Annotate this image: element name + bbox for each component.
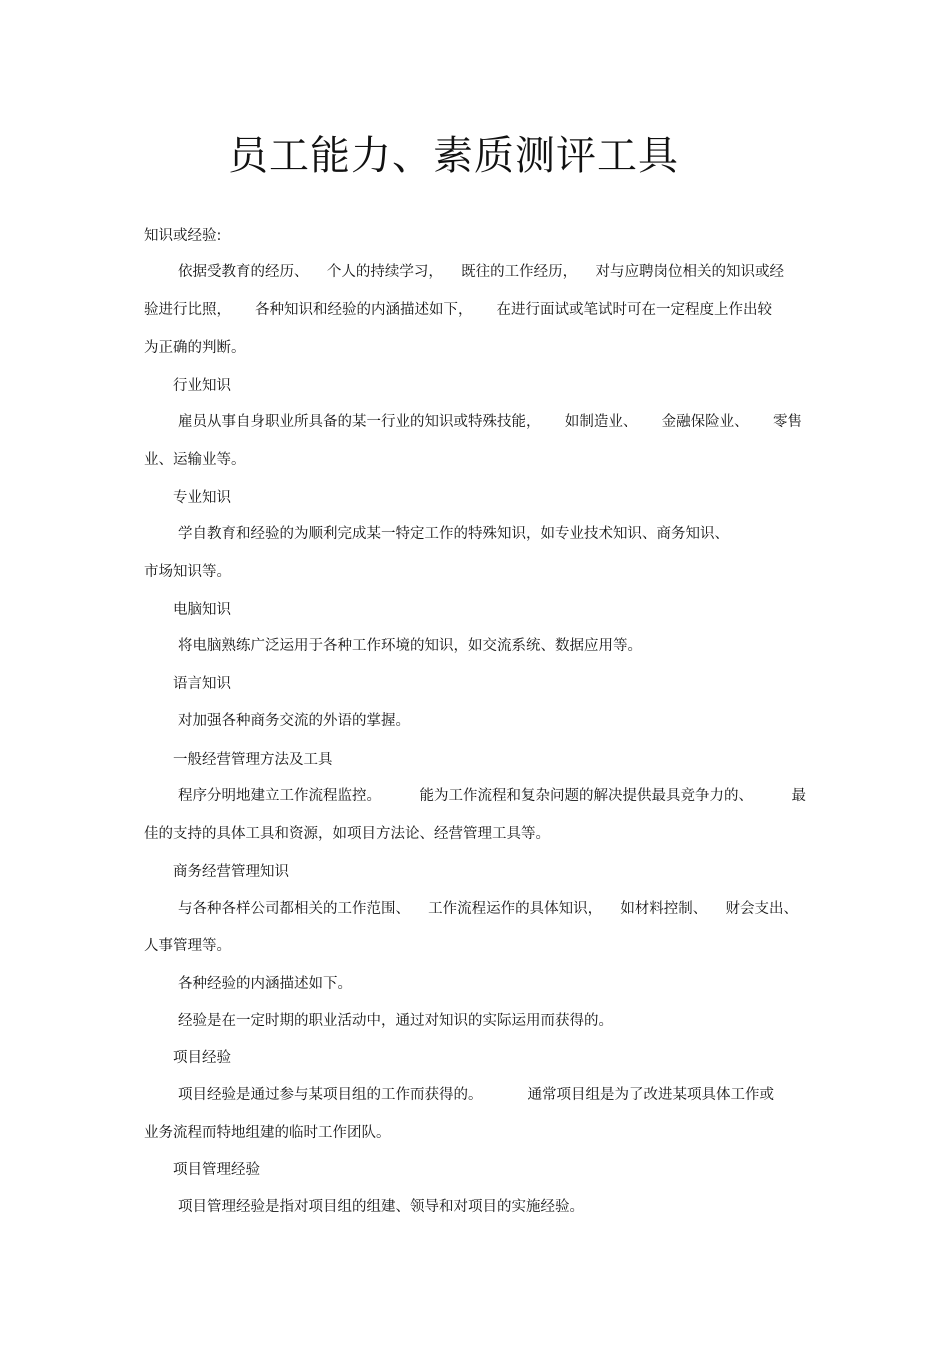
heading-professional-knowledge: 专业知识 [173, 490, 231, 506]
intro-line-2-part-1: 验进行比照， [144, 302, 231, 318]
heading-business-management: 商务经营管理知识 [173, 864, 289, 880]
project-line-1 [178, 1085, 774, 1105]
business-line-1-part-4: 财会支出、 [725, 901, 798, 917]
heading-language-knowledge: 语言知识 [173, 676, 231, 692]
project-management-line-1: 项目管理经验是指对项目组的组建、领导和对项目的实施经验。 [178, 1199, 584, 1215]
management-tools-line-2: 佳的支持的具体工具和资源，如项目方法论、经营管理工具等。 [144, 826, 550, 842]
intro-line-2-part-3: 在进行面试或笔试时可在一定程度上作出较 [496, 302, 772, 318]
professional-line-1: 学自教育和经验的为顺利完成某一特定工作的特殊知识，如专业技术知识、商务知识、 [178, 526, 729, 542]
industry-line-1 [178, 412, 802, 432]
intro-line-2-part-2: 各种知识和经验的内涵描述如下， [255, 302, 473, 318]
language-line-1: 对加强各种商务交流的外语的掌握。 [178, 713, 410, 729]
project-line-1-part-1: 项目经验是通过参与某项目组的工作而获得的。 [178, 1087, 483, 1103]
industry-line-2: 业、运输业等。 [144, 452, 246, 468]
industry-line-1-part-1: 雇员从事自身职业所具备的某一行业的知识或特殊技能， [178, 414, 541, 430]
industry-line-1-part-2: 如制造业、 [564, 414, 638, 430]
management-tools-line-1-part-2: 能为工作流程和复杂问题的解决提供最具竞争力的、 [419, 788, 753, 804]
business-line-1-part-3: 如材料控制、 [620, 901, 708, 917]
heading-industry-knowledge: 行业知识 [173, 378, 231, 394]
intro-line-1-part-3: 既往的工作经历， [461, 264, 578, 280]
section-heading-knowledge-experience: 知识或经验: [144, 228, 222, 244]
experience-definition: 经验是在一定时期的职业活动中，通过对知识的实际运用而获得的。 [178, 1013, 613, 1029]
intro-line-1 [178, 262, 784, 282]
professional-line-2: 市场知识等。 [144, 564, 231, 580]
project-line-1-part-2: 通常项目组是为了改进某项具体工作或 [527, 1087, 774, 1103]
industry-line-1-part-3: 金融保险业、 [661, 414, 749, 430]
management-tools-line-1-part-1: 程序分明地建立工作流程监控。 [178, 788, 381, 804]
intro-line-3: 为正确的判断。 [144, 340, 246, 356]
management-tools-line-1 [178, 786, 806, 806]
business-line-1-part-2: 工作流程运作的具体知识， [428, 901, 603, 917]
management-tools-line-1-part-3: 最 [791, 788, 806, 804]
business-line-1-part-1: 与各种各样公司都相关的工作范围、 [178, 901, 410, 917]
business-line-2: 人事管理等。 [144, 938, 231, 954]
intro-line-1-part-1: 依据受教育的经历、 [178, 264, 309, 280]
industry-line-1-part-4: 零售 [772, 414, 802, 430]
project-line-2: 业务流程而特地组建的临时工作团队。 [144, 1125, 391, 1141]
heading-management-tools: 一般经营管理方法及工具 [173, 752, 333, 768]
document-title: 员工能力、素质测评工具 [228, 133, 679, 179]
computer-line-1: 将电脑熟练广泛运用于各种工作环境的知识，如交流系统、数据应用等。 [178, 638, 642, 654]
experience-intro: 各种经验的内涵描述如下。 [178, 976, 352, 992]
intro-line-2 [144, 300, 772, 320]
heading-project-management-experience: 项目管理经验 [173, 1162, 260, 1178]
heading-project-experience: 项目经验 [173, 1050, 231, 1066]
intro-line-1-part-2: 个人的持续学习， [326, 264, 443, 280]
business-line-1 [178, 899, 798, 919]
intro-line-1-part-4: 对与应聘岗位相关的知识或经 [595, 264, 784, 280]
heading-computer-knowledge: 电脑知识 [173, 602, 231, 618]
